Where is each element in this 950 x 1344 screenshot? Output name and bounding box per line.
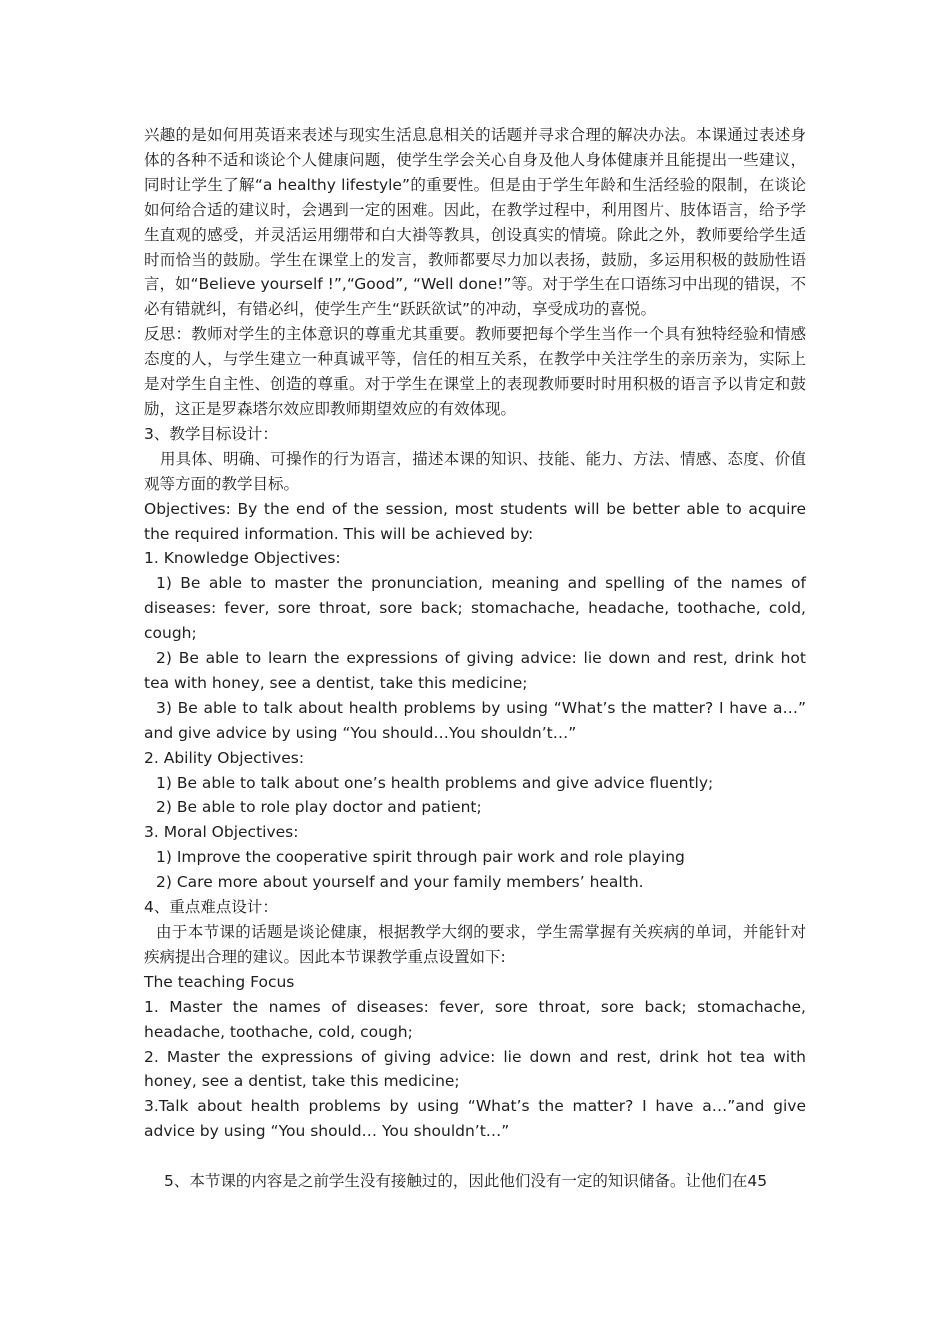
teaching-focus-1: 1. Master the names of diseases: fever, sore throat, sore back; stomachache, headache, toothache, cold, cough; bbox=[144, 997, 806, 1041]
teaching-focus-heading: The teaching Focus bbox=[144, 972, 295, 991]
intro-paragraph: 兴趣的是如何用英语来表述与现实生活息息相关的话题并寻求合理的解决办法。本课通过表述身体的各种不适和谈论个人健康问题，使学生学会关心自身及他人身体健康并且能提出一些建议，同时让学生了解“a healthy lifestyle”的重要性。但是由于学生年龄和生活经验的限制，在谈论如何给合适的建议时，会遇到一定的困难。因此，在教学过程中，利用图片、肢体语言，给予学生直观的感受，并灵活运用绷带和白大褂等教具，创设真实的情境。除此之外，教师要给学生适时而恰当的鼓励。学生在课堂上的发言，教师都要尽力加以表扬，鼓励，多运用积极的鼓励性语言，如“Believe yourself !”,“Good”, “Well done!”等。对于学生在口语练习中出现的错误，不必有错就纠，有错必纠，使学生产生“跃跃欲试”的冲动，享受成功的喜悦。 bbox=[144, 126, 806, 319]
teaching-focus-2: 2. Master the expressions of giving advice: lie down and rest, drink hot tea with honey, see a dentist, take this medicine; bbox=[144, 1047, 806, 1091]
knowledge-objective-2: 2) Be able to learn the expressions of giving advice: lie down and rest, drink hot tea with honey, see a dentist, take this medicine; bbox=[144, 649, 806, 692]
objectives-description: 用具体、明确、可操作的行为语言，描述本课的知识、技能、能力、方法、情感、态度、价值观等方面的教学目标。 bbox=[144, 449, 806, 493]
reflection-paragraph: 反思：教师对学生的主体意识的尊重尤其重要。教师要把每个学生当作一个具有独特经验和情感态度的人，与学生建立一种真诚平等，信任的相互关系，在教学中关注学生的亲历亲为，实际上是对学生自主性、创造的尊重。对于学生在课堂上的表现教师要时时用积极的语言予以肯定和鼓励，这正是罗森塔尔效应即教师期望效应的有效体现。 bbox=[144, 325, 806, 418]
ability-objective-2: 2) Be able to role play doctor and patient; bbox=[156, 798, 482, 817]
moral-objective-2: 2) Care more about yourself and your family members’ health. bbox=[156, 873, 644, 892]
moral-objective-1: 1) Improve the cooperative spirit through pair work and role playing bbox=[156, 848, 685, 867]
blank-line bbox=[144, 1144, 806, 1169]
ability-objectives-heading: 2. Ability Objectives: bbox=[144, 748, 305, 767]
knowledge-objective-1: 1) Be able to master the pronunciation, meaning and spelling of the names of diseases: fever, sore throat, sore back; stomachache, headache, toothache, cold, cough; bbox=[144, 574, 806, 643]
section-heading-focus: 4、重点难点设计： bbox=[144, 898, 278, 917]
section-5-paragraph: 5、本节课的内容是之前学生没有接触过的，因此他们没有一定的知识储备。让他们在45 bbox=[164, 1172, 768, 1191]
moral-objectives-heading: 3. Moral Objectives: bbox=[144, 823, 299, 842]
document-page bbox=[144, 123, 806, 1194]
knowledge-objectives-heading: 1. Knowledge Objectives: bbox=[144, 549, 341, 568]
ability-objective-1: 1) Be able to talk about one’s health problems and give advice fluently; bbox=[156, 773, 714, 792]
knowledge-objective-3: 3) Be able to talk about health problems by using “What’s the matter? I have a…” and give advice by using “You should…You shouldn’t…” bbox=[144, 698, 806, 742]
teaching-focus-3: 3.Talk about health problems by using “What’s the matter? I have a…”and give advice by using “You should… You shouldn’t…” bbox=[144, 1097, 806, 1141]
objectives-intro: Objectives: By the end of the session, most students will be better able to acquire the required information. This will be achieved by: bbox=[144, 499, 806, 543]
focus-description: 由于本节课的话题是谈论健康，根据教学大纲的要求，学生需掌握有关疾病的单词，并能针对疾病提出合理的建议。因此本节课教学重点设置如下: bbox=[144, 923, 806, 966]
section-heading-objectives: 3、教学目标设计： bbox=[144, 424, 278, 443]
